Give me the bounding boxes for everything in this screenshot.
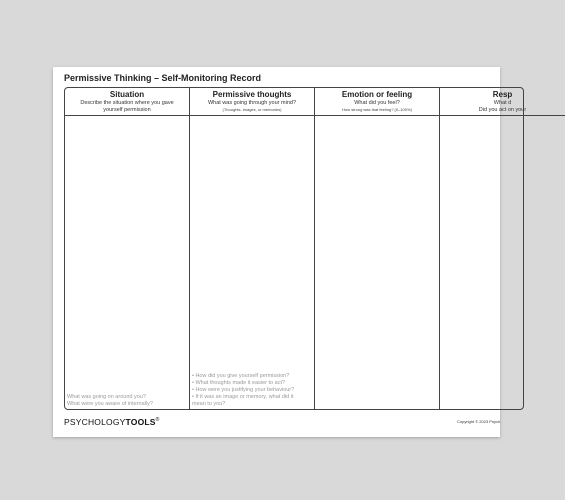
column-subtitle: What did you feel? (354, 100, 400, 106)
column-subtitle-2: (Thoughts, images, or memories) (222, 107, 282, 112)
column-title: Permissive thoughts (212, 90, 292, 99)
column-subtitle: Describe the situation where you gave (80, 100, 174, 106)
column-subtitle: What was going through your mind? (207, 100, 297, 106)
prompt-line: What were you aware of internally? (67, 401, 153, 407)
logo-text-bold: TOOLS (125, 417, 156, 427)
worksheet-page (53, 67, 527, 437)
column-header (65, 88, 189, 116)
logo-mark: ® (155, 417, 160, 424)
prompt-line: What was going on around you? (67, 394, 146, 400)
column-prompts (192, 373, 312, 408)
column-title: Situation (109, 90, 145, 99)
prompt-line: • What thoughts made it easier to act? (192, 380, 286, 386)
copyright-notice: Copyright © 2023 Psych (457, 419, 501, 424)
logo-text-light: PSYCHOLOGY (64, 417, 126, 427)
document-title: Permissive Thinking – Self-Monitoring Record (64, 73, 262, 83)
column-header (190, 88, 314, 116)
column-header (315, 88, 439, 116)
column-title: Resp (492, 90, 513, 99)
psychology-tools-logo (64, 417, 160, 427)
prompt-line: • If it was an image or memory, what did it (192, 394, 294, 400)
column-title: Emotion or feeling (341, 90, 413, 99)
column-subtitle-2: yourself permission (103, 107, 151, 113)
column-subtitle: What d (493, 100, 512, 106)
column-subtitle-2: Did you act on your (478, 107, 527, 113)
column-response (440, 88, 565, 409)
column-subtitle-2: How strong was that feeling? (0–100%) (342, 107, 412, 112)
column-permissive-thoughts (190, 88, 315, 409)
prompt-line: • How were you justifying your behaviour? (192, 387, 295, 393)
prompt-line: mean to you? (192, 401, 226, 407)
column-prompts (67, 394, 187, 408)
column-emotion-or-feeling (315, 88, 440, 409)
column-header (440, 88, 565, 116)
record-table (64, 87, 527, 410)
column-situation (65, 88, 190, 409)
prompt-line: • How did you give yourself permission? (192, 373, 290, 379)
